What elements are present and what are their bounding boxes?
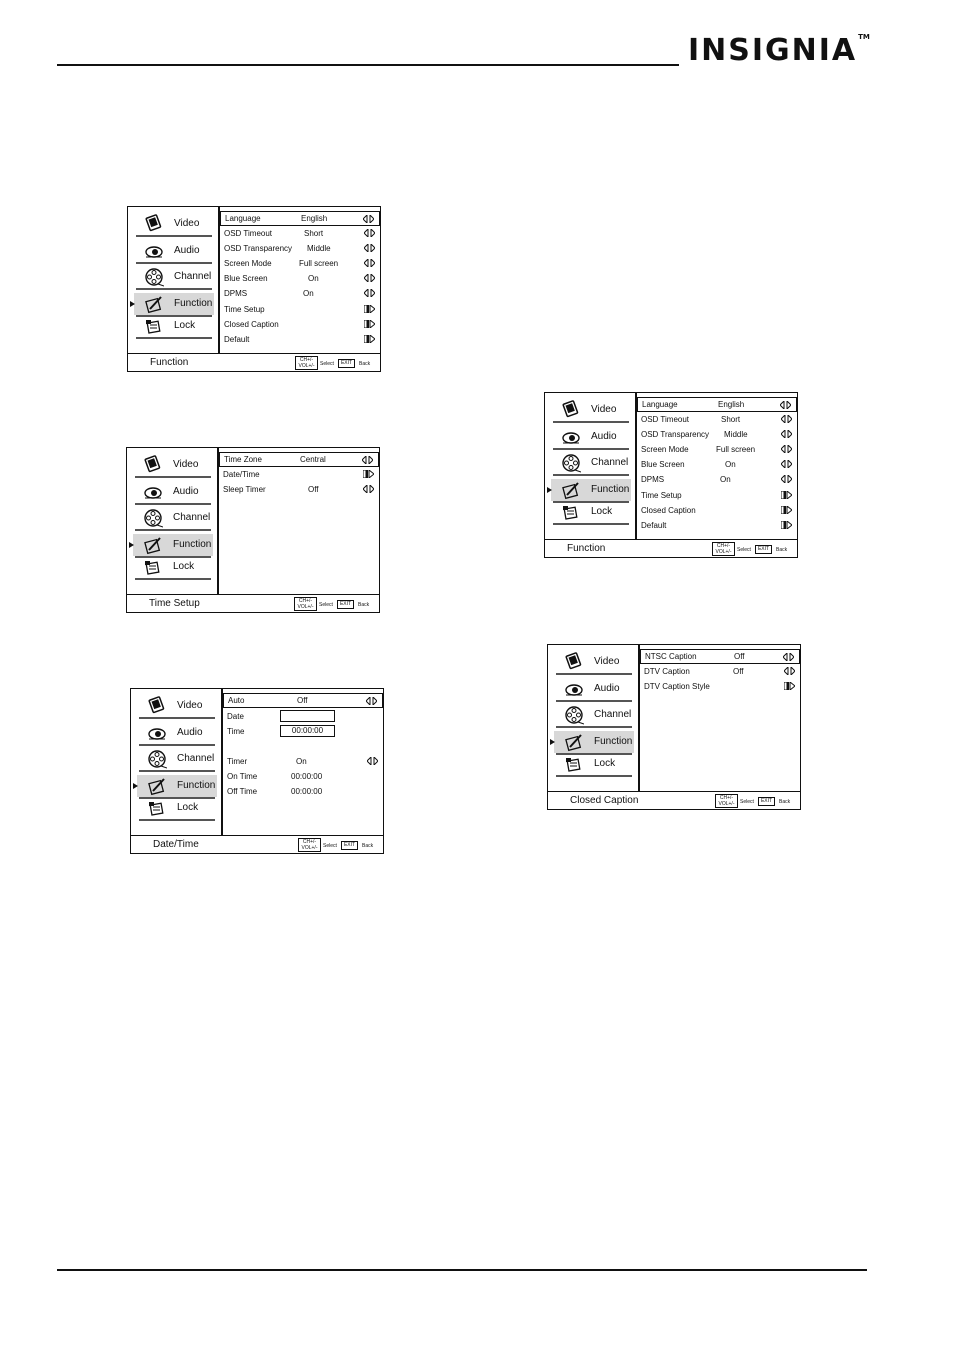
option-row[interactable]: [637, 442, 797, 457]
speaker-icon: [143, 482, 163, 502]
option-row[interactable]: [220, 211, 380, 226]
nav-function[interactable]: [554, 731, 634, 753]
tv-icon: [147, 696, 167, 716]
option-value: Middle: [307, 244, 331, 253]
left-right-arrows-icon: [781, 445, 792, 453]
divider: [556, 775, 632, 777]
nav-label: Channel: [173, 512, 211, 523]
option-row[interactable]: [220, 241, 380, 256]
divider: [553, 523, 629, 525]
brand-logo: INSIGNIA™: [688, 33, 870, 68]
exit-key-hint: EXIT: [337, 600, 354, 609]
option-row[interactable]: [637, 457, 797, 472]
option-row[interactable]: [637, 518, 797, 533]
nav-channel[interactable]: [551, 452, 631, 474]
nav-label: Function: [591, 484, 630, 495]
option-row[interactable]: [220, 271, 380, 286]
option-value: 00:00:00: [291, 772, 323, 781]
selection-pointer-icon: [550, 739, 555, 745]
option-label: Screen Mode: [641, 445, 689, 454]
left-right-arrows-icon: [781, 475, 792, 483]
option-row[interactable]: [220, 317, 380, 332]
osd-options: [219, 448, 379, 594]
nav-lock[interactable]: [134, 315, 214, 337]
osd-footer: [131, 836, 383, 854]
nav-label: Audio: [173, 486, 199, 497]
film-reel-icon: [561, 453, 581, 473]
left-right-arrows-icon: [781, 430, 792, 438]
option-value: On: [296, 757, 307, 766]
osd-options: [220, 207, 380, 353]
nav-function[interactable]: [134, 293, 214, 315]
nav-label: Audio: [177, 727, 203, 738]
selection-pointer-icon: [130, 301, 135, 307]
option-value: Off: [734, 652, 745, 661]
divider: [553, 474, 629, 476]
option-row[interactable]: [637, 472, 797, 487]
osd-time-setup-menu: [126, 447, 380, 613]
nav-channel[interactable]: [134, 266, 214, 288]
nav-video[interactable]: [551, 399, 631, 421]
tv-icon: [561, 400, 581, 420]
option-value: 00:00:00: [291, 787, 323, 796]
osd-function-menu-2: [544, 392, 798, 558]
left-right-arrows-icon: [783, 653, 794, 661]
nav-function[interactable]: [133, 534, 213, 556]
option-label: Blue Screen: [224, 274, 268, 283]
option-value: Central: [300, 455, 326, 464]
option-label: Language: [225, 214, 261, 223]
left-right-arrows-icon: [363, 215, 374, 223]
footer-title: Date/Time: [153, 839, 199, 850]
nav-label: Lock: [173, 561, 195, 572]
speaker-icon: [147, 723, 167, 743]
selection-pointer-icon: [129, 542, 134, 548]
divider: [553, 421, 629, 423]
nav-lock[interactable]: [133, 556, 213, 578]
option-value: Short: [721, 415, 741, 424]
header-rule: [57, 64, 679, 66]
time-field[interactable]: 00:00:00: [280, 725, 335, 737]
nav-label: Channel: [177, 753, 215, 764]
option-label: DTV Caption: [644, 667, 690, 676]
left-right-arrows-icon: [784, 667, 795, 675]
option-value: On: [303, 289, 314, 298]
nav-function[interactable]: [137, 775, 217, 797]
option-row[interactable]: [220, 256, 380, 271]
option-value: Off: [297, 696, 308, 705]
left-right-arrows-icon: [367, 757, 378, 765]
divider: [553, 448, 629, 450]
nav-channel[interactable]: [554, 704, 634, 726]
footer-title: Time Setup: [149, 598, 200, 609]
option-row[interactable]: [637, 488, 797, 503]
option-label: OSD Timeout: [641, 415, 690, 424]
pencil-note-icon: [561, 480, 581, 500]
nav-label: Video: [173, 459, 199, 470]
option-value: Off: [733, 667, 744, 676]
option-row[interactable]: [637, 427, 797, 442]
nav-video[interactable]: [134, 213, 214, 235]
option-row[interactable]: [637, 397, 797, 412]
option-row[interactable]: [223, 784, 383, 799]
exit-key-hint: EXIT: [338, 359, 355, 368]
option-label: Closed Caption: [641, 506, 696, 515]
divider: [139, 819, 215, 821]
pencil-note-icon: [144, 294, 164, 314]
option-value: Full screen: [716, 445, 756, 454]
select-hint: Select: [319, 602, 333, 608]
pencil-note-icon: [143, 535, 163, 555]
option-value: English: [718, 400, 745, 409]
osd-date-time-menu: [130, 688, 384, 854]
divider: [556, 726, 632, 728]
option-value: On: [725, 460, 736, 469]
nav-audio[interactable]: [554, 678, 634, 700]
speaker-icon: [564, 679, 584, 699]
nav-label: Audio: [594, 683, 620, 694]
option-row[interactable]: [220, 226, 380, 241]
divider: [139, 744, 215, 746]
option-row[interactable]: [220, 302, 380, 317]
option-label: Timer: [227, 757, 248, 766]
option-label: Blue Screen: [641, 460, 685, 469]
option-value: English: [301, 214, 328, 223]
selection-pointer-icon: [547, 487, 552, 493]
osd-options: [223, 689, 383, 835]
option-row[interactable]: [637, 412, 797, 427]
osd-nav: [128, 207, 218, 353]
nav-label: Channel: [591, 457, 629, 468]
film-reel-icon: [144, 267, 164, 287]
nav-label: Video: [177, 700, 203, 711]
submenu-enter-icon: [363, 470, 374, 478]
submenu-enter-icon: [364, 335, 375, 343]
speaker-icon: [144, 241, 164, 261]
submenu-enter-icon: [781, 506, 792, 514]
nav-audio[interactable]: [137, 722, 217, 744]
submenu-enter-icon: [364, 305, 375, 313]
nav-video[interactable]: [554, 651, 634, 673]
nav-label: Function: [177, 780, 216, 791]
lock-folder-icon: [147, 798, 167, 818]
option-label: Default: [224, 335, 250, 344]
nav-label: Video: [174, 218, 200, 229]
divider: [139, 770, 215, 772]
option-label: DPMS: [641, 475, 665, 484]
nav-label: Audio: [174, 245, 200, 256]
nav-video[interactable]: [133, 454, 213, 476]
divider: [136, 288, 212, 290]
option-label: Time: [227, 727, 245, 736]
option-row[interactable]: [640, 679, 800, 694]
left-right-arrows-icon: [362, 456, 373, 464]
left-right-arrows-icon: [366, 697, 377, 705]
left-right-arrows-icon: [781, 460, 792, 468]
option-row[interactable]: [219, 452, 379, 467]
select-hint: Select: [320, 361, 334, 367]
film-reel-icon: [143, 508, 163, 528]
option-label: Language: [642, 400, 678, 409]
divider: [136, 262, 212, 264]
nav-label: Function: [173, 539, 212, 550]
option-row[interactable]: [219, 482, 379, 497]
nav-label: Lock: [591, 506, 613, 517]
osd-nav: [548, 645, 638, 791]
divider: [139, 717, 215, 719]
nav-lock[interactable]: [137, 797, 217, 819]
option-row[interactable]: [219, 467, 379, 482]
ch-vol-key-hint: CH+/- VOL+/-: [298, 838, 321, 852]
option-row[interactable]: [223, 693, 383, 708]
nav-label: Channel: [174, 271, 212, 282]
nav-lock[interactable]: [554, 753, 634, 775]
tv-icon: [564, 652, 584, 672]
submenu-enter-icon: [781, 491, 792, 499]
nav-audio[interactable]: [551, 426, 631, 448]
ch-vol-key-hint: CH+/- VOL+/-: [712, 542, 735, 556]
lock-folder-icon: [143, 557, 163, 577]
left-right-arrows-icon: [364, 259, 375, 267]
osd-nav: [545, 393, 635, 539]
nav-label: Function: [174, 298, 213, 309]
left-right-arrows-icon: [364, 244, 375, 252]
footer-title: Function: [150, 357, 189, 368]
osd-function-menu: [127, 206, 381, 372]
pencil-note-icon: [564, 732, 584, 752]
lock-folder-icon: [564, 754, 584, 774]
nav-channel[interactable]: [137, 748, 217, 770]
lock-folder-icon: [144, 316, 164, 336]
nav-label: Lock: [177, 802, 199, 813]
back-hint: Back: [779, 799, 791, 805]
selection-pointer-icon: [133, 783, 138, 789]
submenu-enter-icon: [364, 320, 375, 328]
footer-rule: [57, 1269, 867, 1271]
back-hint: Back: [359, 361, 371, 367]
option-label: Time Setup: [641, 491, 682, 500]
exit-key-hint: EXIT: [758, 797, 775, 806]
nav-lock[interactable]: [551, 501, 631, 523]
option-row[interactable]: [637, 503, 797, 518]
select-hint: Select: [740, 799, 754, 805]
nav-label: Lock: [174, 320, 196, 331]
nav-label: Video: [591, 404, 617, 415]
film-reel-icon: [564, 705, 584, 725]
osd-footer: [128, 354, 380, 372]
footer-title: Closed Caption: [570, 795, 639, 806]
back-hint: Back: [358, 602, 370, 608]
divider: [136, 337, 212, 339]
ch-vol-key-hint: CH+/- VOL+/-: [295, 356, 318, 370]
option-row[interactable]: [223, 769, 383, 784]
nav-channel[interactable]: [133, 507, 213, 529]
back-hint: Back: [776, 547, 788, 553]
film-reel-icon: [147, 749, 167, 769]
divider: [135, 503, 211, 505]
exit-key-hint: EXIT: [341, 841, 358, 850]
option-label: DPMS: [224, 289, 248, 298]
nav-audio[interactable]: [133, 481, 213, 503]
ch-vol-key-hint: CH+/- VOL+/-: [715, 794, 738, 808]
nav-label: Audio: [591, 431, 617, 442]
submenu-enter-icon: [784, 682, 795, 690]
option-row[interactable]: [220, 332, 380, 347]
divider: [135, 578, 211, 580]
osd-footer: [545, 540, 797, 558]
submenu-enter-icon: [781, 521, 792, 529]
nav-label: Function: [594, 736, 633, 747]
osd-footer: [127, 595, 379, 613]
divider: [135, 529, 211, 531]
nav-label: Video: [594, 656, 620, 667]
option-label: OSD Timeout: [224, 229, 273, 238]
lock-folder-icon: [561, 502, 581, 522]
left-right-arrows-icon: [781, 415, 792, 423]
osd-options: [637, 393, 797, 539]
option-label: Time Setup: [224, 305, 265, 314]
option-label: Sleep Timer: [223, 485, 266, 494]
option-row[interactable]: [640, 664, 800, 679]
option-value: Middle: [724, 430, 748, 439]
option-row[interactable]: [223, 724, 383, 739]
osd-closed-caption-menu: [547, 644, 801, 810]
option-value: Full screen: [299, 259, 339, 268]
option-row[interactable]: [223, 754, 383, 769]
osd-nav: [131, 689, 221, 835]
divider: [556, 673, 632, 675]
tv-icon: [143, 455, 163, 475]
option-value: On: [308, 274, 319, 283]
option-value: Short: [304, 229, 324, 238]
option-label: On Time: [227, 772, 258, 781]
option-row[interactable]: [223, 709, 383, 724]
option-label: Off Time: [227, 787, 258, 796]
left-right-arrows-icon: [364, 274, 375, 282]
option-label: DTV Caption Style: [644, 682, 710, 691]
option-row[interactable]: [640, 649, 800, 664]
option-value: Off: [308, 485, 319, 494]
option-row[interactable]: [220, 286, 380, 301]
option-label: Date: [227, 712, 244, 721]
pencil-note-icon: [147, 776, 167, 796]
divider: [556, 700, 632, 702]
option-label: Auto: [228, 696, 245, 705]
nav-label: Channel: [594, 709, 632, 720]
nav-video[interactable]: [137, 695, 217, 717]
option-label: OSD Transparency: [641, 430, 710, 439]
option-label: OSD Transparency: [224, 244, 293, 253]
option-value: On: [720, 475, 731, 484]
left-right-arrows-icon: [363, 485, 374, 493]
footer-title: Function: [567, 543, 606, 554]
osd-footer: [548, 792, 800, 810]
select-hint: Select: [323, 843, 337, 849]
option-label: Default: [641, 521, 667, 530]
option-label: Date/Time: [223, 470, 260, 479]
select-hint: Select: [737, 547, 751, 553]
date-field[interactable]: [280, 710, 335, 722]
back-hint: Back: [362, 843, 374, 849]
option-label: Closed Caption: [224, 320, 279, 329]
left-right-arrows-icon: [364, 229, 375, 237]
ch-vol-key-hint: CH+/- VOL+/-: [294, 597, 317, 611]
divider: [135, 476, 211, 478]
option-label: Time Zone: [224, 455, 262, 464]
osd-options: [640, 645, 800, 791]
tv-icon: [144, 214, 164, 234]
exit-key-hint: EXIT: [755, 545, 772, 554]
left-right-arrows-icon: [364, 289, 375, 297]
option-label: Screen Mode: [224, 259, 272, 268]
divider: [136, 235, 212, 237]
nav-audio[interactable]: [134, 240, 214, 262]
nav-label: Lock: [594, 758, 616, 769]
left-right-arrows-icon: [780, 401, 791, 409]
osd-nav: [127, 448, 217, 594]
option-label: NTSC Caption: [645, 652, 697, 661]
speaker-icon: [561, 427, 581, 447]
nav-function[interactable]: [551, 479, 631, 501]
